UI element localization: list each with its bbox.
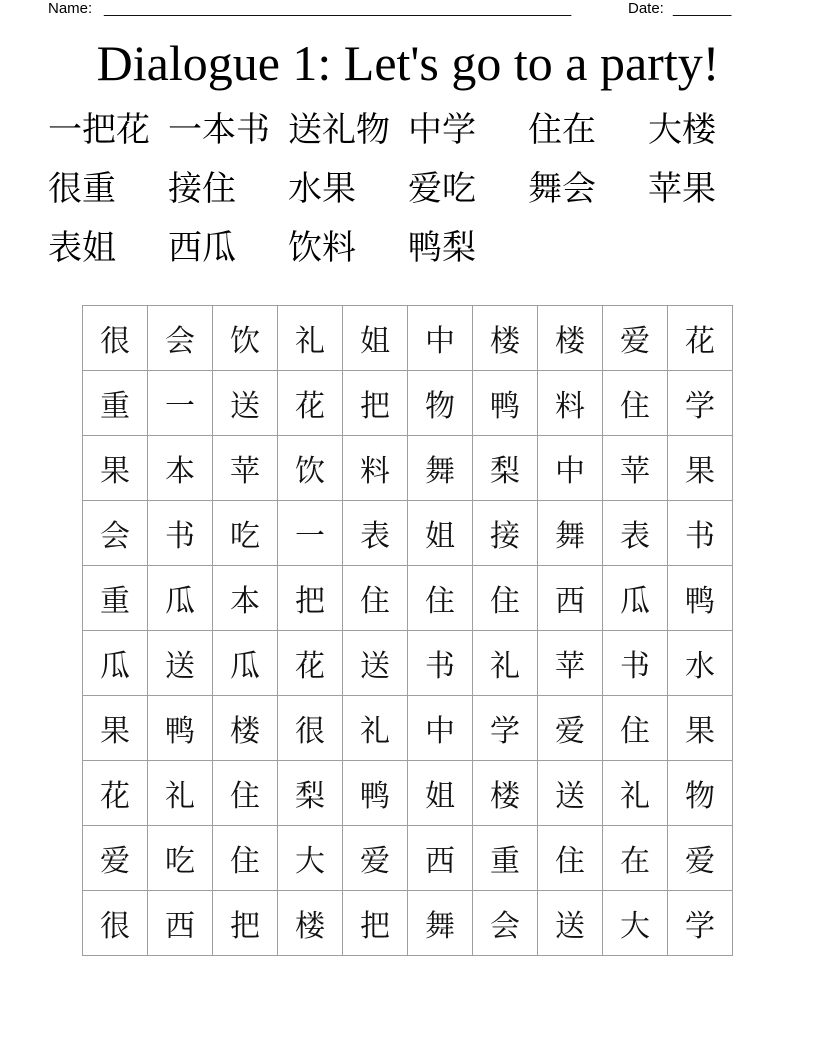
grid-cell: 本 — [148, 436, 213, 501]
grid-cell: 住 — [473, 566, 538, 631]
grid-cell: 学 — [668, 891, 733, 956]
word-search-grid — [82, 305, 733, 956]
grid-cell: 果 — [83, 696, 148, 761]
grid-cell: 大 — [603, 891, 668, 956]
grid-cell: 果 — [668, 696, 733, 761]
grid-cell: 瓜 — [148, 566, 213, 631]
grid-cell: 姐 — [408, 761, 473, 826]
grid-cell: 舞 — [408, 436, 473, 501]
word-bank-item: 送礼物 — [288, 110, 390, 150]
grid-cell: 送 — [148, 631, 213, 696]
grid-cell: 住 — [603, 371, 668, 436]
grid-cell: 大 — [278, 826, 343, 891]
word-bank-item: 接住 — [168, 169, 236, 209]
grid-cell: 梨 — [473, 436, 538, 501]
word-bank-item: 西瓜 — [168, 228, 236, 268]
grid-cell: 楼 — [213, 696, 278, 761]
grid-cell: 会 — [473, 891, 538, 956]
page-title: Dialogue 1: Let's go to a party! — [96, 35, 720, 91]
worksheet-header — [48, 0, 748, 20]
grid-cell: 住 — [343, 566, 408, 631]
grid-cell: 苹 — [603, 436, 668, 501]
grid-cell: 鸭 — [148, 696, 213, 761]
grid-cell: 舞 — [538, 501, 603, 566]
word-bank-item: 住在 — [528, 110, 596, 150]
grid-cell: 表 — [603, 501, 668, 566]
grid-cell: 苹 — [538, 631, 603, 696]
name-field-line: ________________________________________________________ — [104, 0, 572, 17]
grid-row — [83, 501, 733, 566]
grid-cell: 重 — [83, 371, 148, 436]
word-bank-item: 苹果 — [648, 169, 716, 209]
word-bank-item: 中学 — [408, 110, 476, 150]
grid-cell: 送 — [538, 761, 603, 826]
grid-cell: 会 — [83, 501, 148, 566]
grid-cell: 饮 — [213, 306, 278, 371]
grid-cell: 礼 — [603, 761, 668, 826]
grid-cell: 很 — [278, 696, 343, 761]
grid-cell: 苹 — [213, 436, 278, 501]
grid-cell: 书 — [408, 631, 473, 696]
grid-cell: 爱 — [83, 826, 148, 891]
grid-cell: 礼 — [473, 631, 538, 696]
grid-row — [83, 566, 733, 631]
grid-cell: 会 — [148, 306, 213, 371]
grid-cell: 料 — [538, 371, 603, 436]
grid-cell: 很 — [83, 891, 148, 956]
grid-cell: 西 — [148, 891, 213, 956]
word-bank-item: 爱吃 — [408, 169, 476, 209]
grid-row — [83, 761, 733, 826]
grid-cell: 礼 — [343, 696, 408, 761]
grid-row — [83, 696, 733, 761]
grid-cell: 花 — [278, 631, 343, 696]
grid-cell: 学 — [668, 371, 733, 436]
grid-cell: 住 — [538, 826, 603, 891]
word-bank-item: 一把花 — [48, 110, 150, 150]
grid-cell: 学 — [473, 696, 538, 761]
grid-row — [83, 436, 733, 501]
grid-cell: 住 — [408, 566, 473, 631]
grid-cell: 书 — [668, 501, 733, 566]
grid-cell: 鸭 — [668, 566, 733, 631]
grid-cell: 鸭 — [473, 371, 538, 436]
grid-cell: 瓜 — [603, 566, 668, 631]
grid-cell: 送 — [343, 631, 408, 696]
grid-cell: 一 — [148, 371, 213, 436]
grid-cell: 重 — [83, 566, 148, 631]
grid-cell: 楼 — [473, 306, 538, 371]
grid-row — [83, 891, 733, 956]
grid-cell: 爱 — [538, 696, 603, 761]
word-bank-item: 一本书 — [168, 110, 270, 150]
date-label: Date: — [628, 0, 664, 17]
date-field-line: _______ — [673, 0, 732, 17]
grid-cell: 楼 — [538, 306, 603, 371]
word-bank-item: 很重 — [48, 169, 116, 209]
grid-cell: 中 — [408, 696, 473, 761]
grid-cell: 把 — [343, 891, 408, 956]
grid-cell: 物 — [668, 761, 733, 826]
grid-cell: 中 — [408, 306, 473, 371]
grid-cell: 西 — [408, 826, 473, 891]
grid-cell: 住 — [213, 826, 278, 891]
grid-cell: 礼 — [278, 306, 343, 371]
grid-cell: 表 — [343, 501, 408, 566]
word-bank-item: 表姐 — [48, 228, 116, 268]
grid-cell: 本 — [213, 566, 278, 631]
grid-cell: 礼 — [148, 761, 213, 826]
grid-cell: 果 — [668, 436, 733, 501]
word-bank-item: 鸭梨 — [408, 228, 476, 268]
grid-cell: 物 — [408, 371, 473, 436]
grid-row — [83, 631, 733, 696]
grid-cell: 梨 — [278, 761, 343, 826]
grid-cell: 果 — [83, 436, 148, 501]
grid-cell: 把 — [213, 891, 278, 956]
grid-row — [83, 306, 733, 371]
grid-cell: 一 — [278, 501, 343, 566]
grid-cell: 很 — [83, 306, 148, 371]
grid-cell: 中 — [538, 436, 603, 501]
grid-cell: 在 — [603, 826, 668, 891]
grid-cell: 舞 — [408, 891, 473, 956]
grid-cell: 鸭 — [343, 761, 408, 826]
grid-cell: 吃 — [213, 501, 278, 566]
grid-cell: 住 — [213, 761, 278, 826]
grid-cell: 送 — [538, 891, 603, 956]
grid-cell: 饮 — [278, 436, 343, 501]
grid-cell: 住 — [603, 696, 668, 761]
grid-cell: 花 — [278, 371, 343, 436]
grid-cell: 瓜 — [213, 631, 278, 696]
grid-cell: 料 — [343, 436, 408, 501]
grid-cell: 姐 — [343, 306, 408, 371]
grid-cell: 西 — [538, 566, 603, 631]
grid-cell: 书 — [603, 631, 668, 696]
word-bank-item: 水果 — [288, 169, 356, 209]
grid-cell: 瓜 — [83, 631, 148, 696]
grid-cell: 送 — [213, 371, 278, 436]
grid-cell: 楼 — [278, 891, 343, 956]
grid-cell: 书 — [148, 501, 213, 566]
grid-cell: 吃 — [148, 826, 213, 891]
grid-cell: 爱 — [343, 826, 408, 891]
grid-cell: 把 — [343, 371, 408, 436]
grid-cell: 花 — [83, 761, 148, 826]
word-bank-item: 饮料 — [288, 228, 356, 268]
grid-cell: 接 — [473, 501, 538, 566]
grid-cell: 重 — [473, 826, 538, 891]
grid-row — [83, 826, 733, 891]
word-bank-item: 舞会 — [528, 169, 596, 209]
grid-cell: 姐 — [408, 501, 473, 566]
grid-cell: 花 — [668, 306, 733, 371]
name-label: Name: — [48, 0, 93, 17]
grid-cell: 楼 — [473, 761, 538, 826]
grid-cell: 爱 — [668, 826, 733, 891]
grid-cell: 水 — [668, 631, 733, 696]
grid-cell: 爱 — [603, 306, 668, 371]
word-bank-item: 大楼 — [648, 110, 716, 150]
grid-row — [83, 371, 733, 436]
grid-cell: 把 — [278, 566, 343, 631]
